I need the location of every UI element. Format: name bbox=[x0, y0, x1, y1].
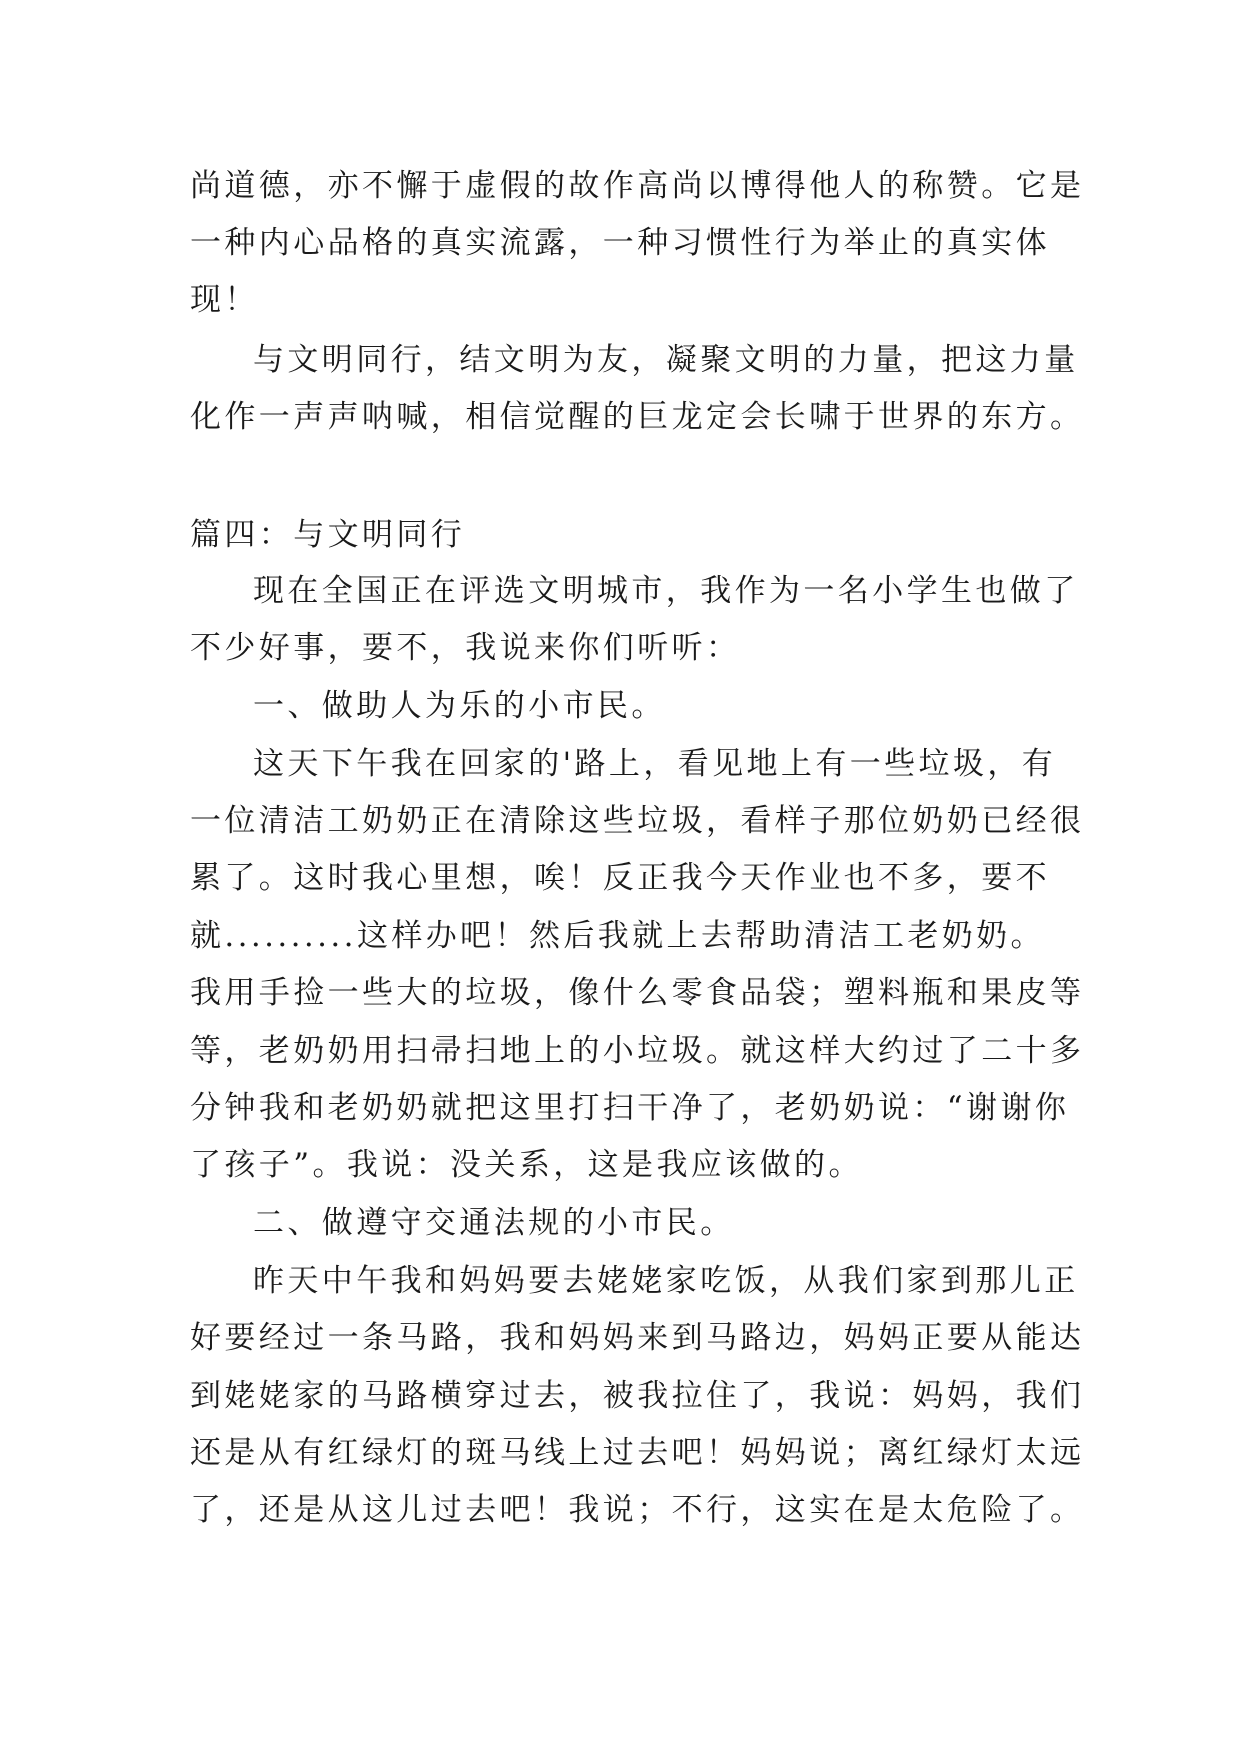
text-line: 了孩子”。我说：没关系，这是我应该做的。 bbox=[190, 1147, 863, 1183]
text-line: 到姥姥家的马路横穿过去，被我拉住了，我说：妈妈，我们 bbox=[190, 1378, 1085, 1414]
text-line: 尚道德，亦不懈于虚假的故作高尚以博得他人的称赞。它是 bbox=[190, 168, 1085, 204]
text-line: 一位清洁工奶奶正在清除这些垃圾，看样子那位奶奶已经很 bbox=[190, 803, 1085, 839]
text-line: 就..........这样办吧！然后我就上去帮助清洁工老奶奶。 bbox=[190, 918, 1045, 954]
paragraph-first-line: 现在全国正在评选文明城市，我作为一名小学生也做了 bbox=[253, 573, 1079, 609]
text-line: 我用手捡一些大的垃圾，像什么零食品袋；塑料瓶和果皮等 bbox=[190, 975, 1085, 1011]
text-line: 累了。这时我心里想，唉！反正我今天作业也不多，要不 bbox=[190, 860, 1050, 896]
subheading-line: 一、做助人为乐的小市民。 bbox=[253, 688, 666, 724]
text-line: 了，还是从这儿过去吧！我说；不行，这实在是太危险了。 bbox=[190, 1492, 1085, 1528]
text-line: 一种内心品格的真实流露，一种习惯性行为举止的真实体 bbox=[190, 225, 1050, 261]
text-line: 等，老奶奶用扫帚扫地上的小垃圾。就这样大约过了二十多 bbox=[190, 1033, 1085, 1069]
text-line: 现！ bbox=[190, 282, 259, 318]
paragraph-first-line: 与文明同行，结文明为友，凝聚文明的力量，把这力量 bbox=[253, 342, 1079, 378]
text-line: 分钟我和老奶奶就把这里打扫干净了，老奶奶说：“谢谢你 bbox=[190, 1090, 1070, 1126]
text-line: 还是从有红绿灯的斑马线上过去吧！妈妈说；离红绿灯太远 bbox=[190, 1435, 1085, 1471]
text-line: 好要经过一条马路，我和妈妈来到马路边，妈妈正要从能达 bbox=[190, 1320, 1085, 1356]
paragraph-first-line: 昨天中午我和妈妈要去姥姥家吃饭，从我们家到那儿正 bbox=[253, 1263, 1079, 1299]
section-heading: 篇四：与文明同行 bbox=[190, 517, 466, 553]
text-line: 化作一声声呐喊，相信觉醒的巨龙定会长啸于世界的东方。 bbox=[190, 399, 1085, 435]
text-line: 不少好事，要不，我说来你们听听： bbox=[190, 630, 741, 666]
subheading-line: 二、做遵守交通法规的小市民。 bbox=[253, 1205, 735, 1241]
paragraph-first-line: 这天下午我在回家的'路上，看见地上有一些垃圾，有 bbox=[253, 746, 1057, 782]
